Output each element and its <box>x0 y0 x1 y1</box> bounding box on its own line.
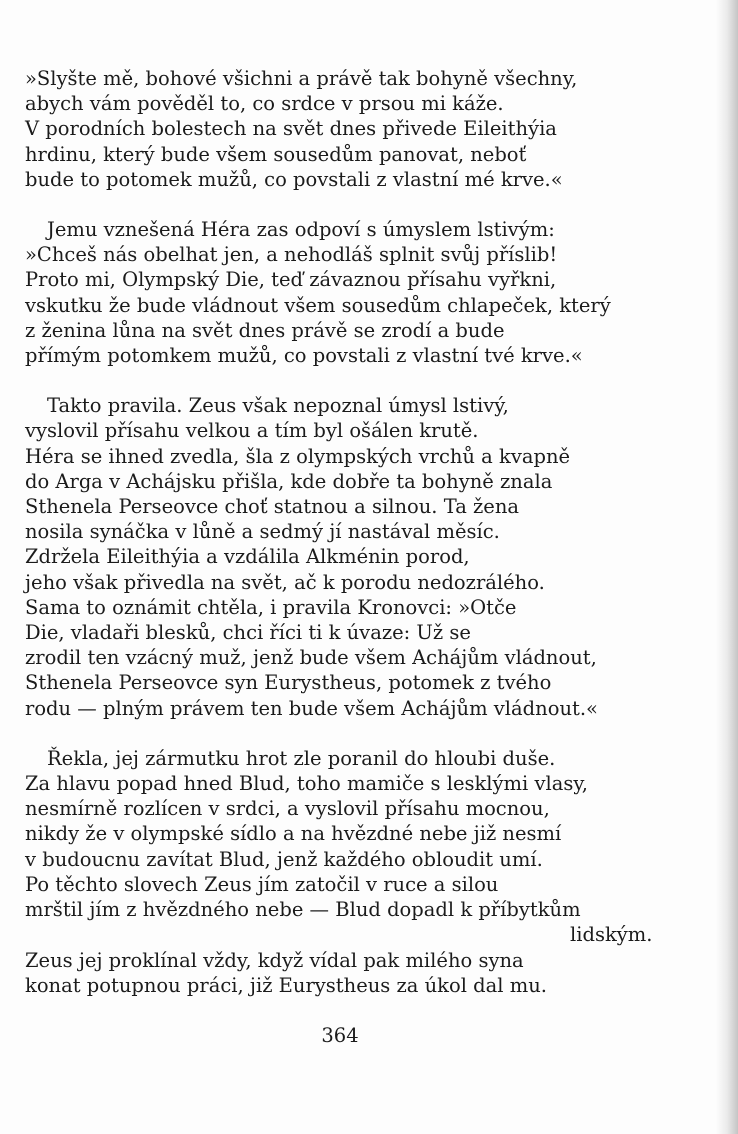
stanza-3 <box>25 393 685 721</box>
verse-line: bude to potomek mužů, co povstali z vlastní mé krve.« <box>25 167 563 191</box>
verse-line: konat potupnou práci, již Eurystheus za úkol dal mu. <box>25 973 547 997</box>
verse-line: V porodních bolestech na svět dnes přivede Eileithýia <box>25 117 557 141</box>
verse-line: Zeus jej proklínal vždy, když vídal pak milého syna <box>25 948 524 972</box>
verse-line: nikdy že v olympské sídlo a na hvězdné nebe již nesmí <box>25 822 562 846</box>
stanza-4 <box>25 746 685 998</box>
verse-line: Sthenela Perseovce syn Eurystheus, potomek z tvého <box>25 671 552 695</box>
verse-line: Proto mi, Olympský Die, teď závaznou přísahu vyřkni, <box>25 268 557 292</box>
verse-line: Sthenela Perseovce choť statnou a silnou. Ta žena <box>25 495 520 519</box>
poem-text <box>25 66 685 1023</box>
verse-line: Po těchto slovech Zeus jím zatočil v ruce a silou <box>25 872 499 896</box>
page-number: 364 <box>321 1024 359 1047</box>
verse-line: jeho však přivedla na svět, ač k porodu nedozrálého. <box>25 570 545 594</box>
verse-line: Za hlavu popad hned Blud, toho mamiče s lesklými vlasy, <box>25 772 588 796</box>
verse-line: Jemu vznešená Héra zas odpoví s úmyslem lstivým: <box>47 218 555 242</box>
verse-line: Héra se ihned zvedla, šla z olympských vrchů a kvapně <box>25 444 571 468</box>
verse-line: Die, vladaři blesků, chci říci ti k úvaze: Už se <box>25 621 471 645</box>
verse-line: rodu — plným právem ten bude všem Achájům vládnout.« <box>25 696 598 720</box>
verse-line: vyslovil přísahu velkou a tím byl ošálen krutě. <box>25 419 479 443</box>
verse-line: v budoucnu zavítat Blud, jenž každého obloudit umí. <box>25 847 543 871</box>
verse-line-continuation: lidským. <box>570 923 653 947</box>
verse-line: Zdržela Eileithýia a vzdálila Alkménin porod, <box>25 545 470 569</box>
verse-line: z ženina lůna na svět dnes právě se zrodí a bude <box>25 318 505 342</box>
verse-line: abych vám pověděl to, co srdce v prsou mi káže. <box>25 92 504 116</box>
verse-line: do Arga v Achájsku přišla, kde dobře ta bohyně znala <box>25 469 553 493</box>
verse-line: »Chceš nás obelhat jen, a nehodláš splnit svůj příslib! <box>25 243 558 267</box>
verse-line: Sama to oznámit chtěla, i pravila Kronovci: »Otče <box>25 595 517 619</box>
page-edge-shadow <box>716 0 738 1134</box>
verse-line: nesmírně rozlícen v srdci, a vyslovil přísahu mocnou, <box>25 797 550 821</box>
stanza-2 <box>25 217 685 368</box>
verse-line: Takto pravila. Zeus však nepoznal úmysl lstivý, <box>47 394 509 418</box>
verse-line: Řekla, jej zármutku hrot zle poranil do hloubi duše. <box>47 746 556 770</box>
verse-line: přímým potomkem mužů, co povstali z vlastní tvé krve.« <box>25 344 583 368</box>
verse-line: hrdinu, který bude všem sousedům panovat, neboť <box>25 142 527 166</box>
verse-line: »Slyšte mě, bohové všichni a právě tak bohyně všechny, <box>25 67 578 90</box>
verse-line: mrštil jím z hvězdného nebe — Blud dopadl k příbytkům <box>25 898 581 922</box>
verse-line: vskutku že bude vládnout všem sousedům chlapeček, který <box>25 293 611 317</box>
stanza-1 <box>25 66 685 192</box>
verse-line: nosila synáčka v lůně a sedmý jí nastával měsíc. <box>25 520 500 544</box>
verse-line: zrodil ten vzácný muž, jenž bude všem Achájům vládnout, <box>25 646 597 670</box>
